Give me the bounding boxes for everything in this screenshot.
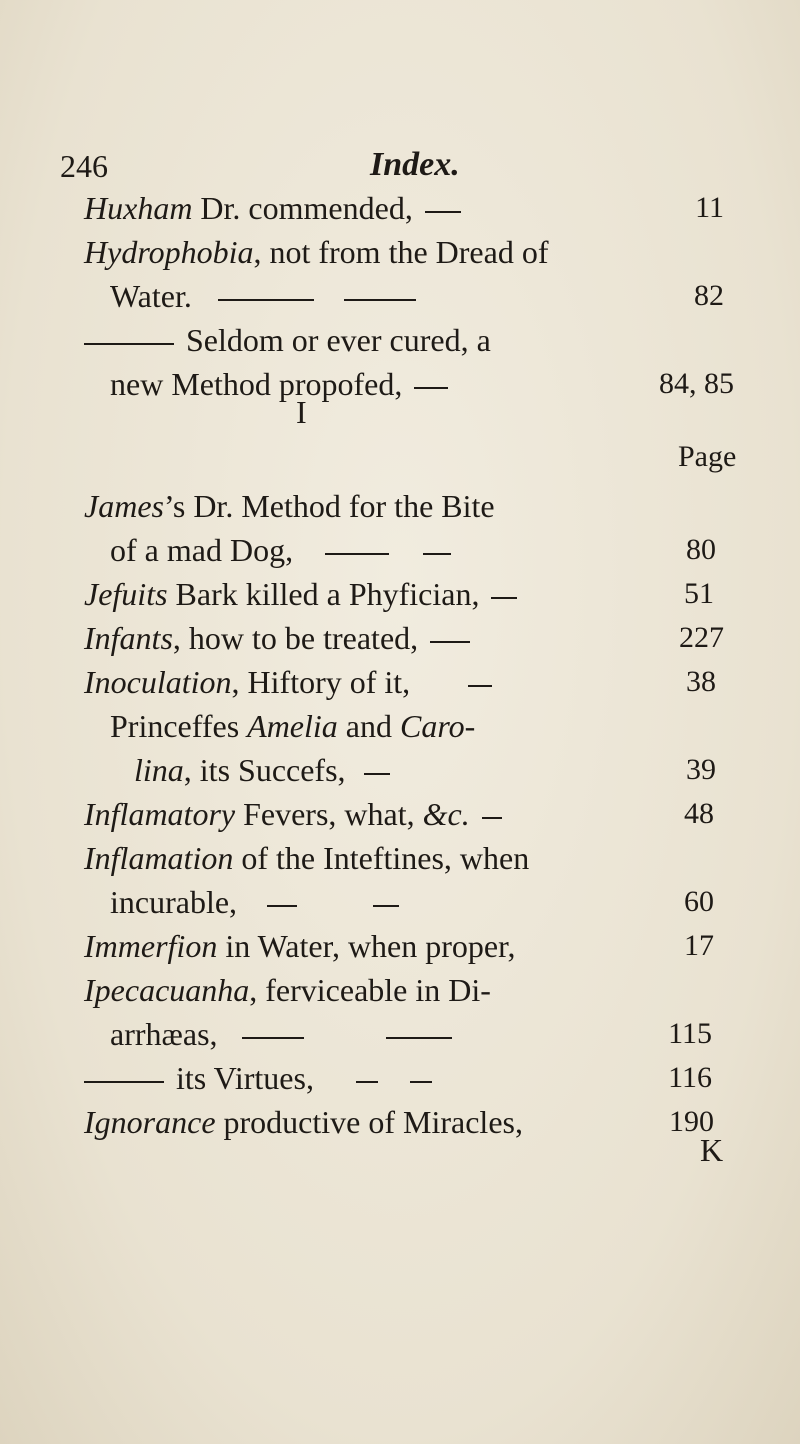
- running-head: Index.: [370, 146, 460, 183]
- index-entry-sub: Princeffes Amelia and Caro-: [110, 708, 476, 744]
- index-entry-sub: arrhæas,: [110, 1014, 464, 1054]
- index-entry-ipecacuanha: Ipecacuanha, ferviceable in Di-: [84, 972, 491, 1008]
- rule: [267, 905, 297, 907]
- page-ref: 39: [686, 753, 716, 786]
- rule: [373, 905, 399, 907]
- rule: [242, 1037, 304, 1039]
- page-ref: 115: [668, 1017, 712, 1050]
- catchword: K: [700, 1132, 724, 1168]
- rule: [491, 597, 517, 599]
- index-entry-huxham: Huxham Dr. commended,: [84, 188, 473, 228]
- rule: [482, 817, 502, 819]
- section-letter: I: [296, 394, 307, 430]
- rule: [410, 1081, 432, 1083]
- index-entry-sub: of a mad Dog,: [110, 530, 463, 570]
- page-ref: 38: [686, 665, 716, 698]
- page-column-label: Page: [678, 440, 737, 473]
- page-ref: 84, 85: [659, 367, 734, 400]
- rule: [423, 553, 451, 555]
- index-entry-inoculation: Inoculation, Hiftory of it,: [84, 662, 504, 702]
- page-ref: 60: [684, 885, 714, 918]
- index-entry-infants: Infants, how to be treated,: [84, 618, 482, 658]
- page-number: 246: [60, 148, 108, 184]
- page-ref: 227: [679, 621, 724, 654]
- index-entry-ignorance: Ignorance productive of Miracles,: [84, 1104, 523, 1140]
- index-entry-inflamation: Inflamation of the Inteftines, when: [84, 840, 530, 876]
- index-entry-sub: new Method propofed,: [110, 364, 460, 404]
- page-ref: 82: [694, 279, 724, 312]
- rule: [425, 211, 461, 213]
- index-entry-sub: Water.: [110, 276, 428, 316]
- page-ref: 51: [684, 577, 714, 610]
- rule: [468, 685, 492, 687]
- rule: [414, 387, 448, 389]
- rule: [356, 1081, 378, 1083]
- page-ref: 17: [684, 929, 714, 962]
- index-entry-jefuits: Jefuits Bark killed a Phyfician,: [84, 574, 529, 614]
- rule: [386, 1037, 452, 1039]
- rule: [218, 299, 314, 301]
- index-entry-sub: Seldom or ever cured, a: [84, 320, 491, 360]
- rule: [325, 553, 389, 555]
- page-ref: 190: [669, 1105, 714, 1138]
- page-ref: 116: [668, 1061, 712, 1094]
- rule: [364, 773, 390, 775]
- page-ref: 80: [686, 533, 716, 566]
- rule: [84, 1081, 164, 1083]
- rule: [430, 641, 470, 643]
- index-entry-immerfion: Immerfion in Water, when proper,: [84, 928, 516, 964]
- index-entry-sub: lina, its Succefs,: [134, 750, 402, 790]
- index-entry-sub: incurable,: [110, 882, 411, 922]
- rule: [344, 299, 416, 301]
- page-ref: 48: [684, 797, 714, 830]
- index-entry-sub: its Virtues,: [84, 1058, 444, 1098]
- index-entry-james: James’s Dr. Method for the Bite: [84, 488, 495, 524]
- rule: [84, 343, 174, 345]
- index-entry-hydrophobia: Hydrophobia, not from the Dread of: [84, 234, 549, 270]
- page-ref: 11: [695, 191, 724, 224]
- index-entry-inflamatory: Inflamatory Fevers, what, &c.: [84, 794, 514, 834]
